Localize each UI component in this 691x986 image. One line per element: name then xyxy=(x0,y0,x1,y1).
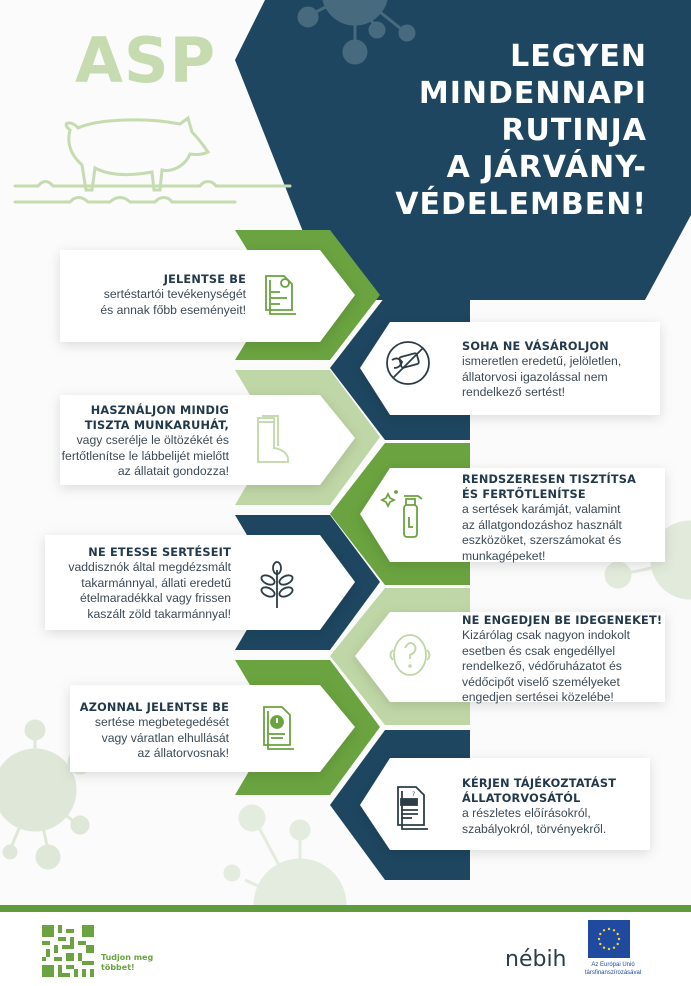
card-report-illness xyxy=(19,700,229,762)
pig-icon xyxy=(15,118,290,202)
card-body-line: rendelkező, védőruházatot és xyxy=(462,659,622,674)
card-body-line: kaszált zöld takarmánnyal! xyxy=(87,606,231,621)
card-body-line: vaddisznók által megdézsmált xyxy=(68,560,231,574)
title-line: VÉDELEMBEN! xyxy=(395,187,647,222)
card-ask-vet xyxy=(462,776,677,837)
caption-line: többet! xyxy=(101,963,135,972)
card-heading: JELENTSE BE xyxy=(163,273,246,286)
card-body-line: Kizárólag csak nagyon indokolt xyxy=(462,628,631,642)
nebih-logo xyxy=(505,947,567,972)
card-body-line: engedjen sertései közelébe! xyxy=(462,690,614,705)
footer-divider xyxy=(0,905,691,912)
card-body-line: állatorvosi igazolással nem xyxy=(462,369,608,384)
caption-line: társfinanszírozásával xyxy=(584,970,642,976)
card-body-line: sertése megbetegedését xyxy=(94,715,229,729)
card-body-line: rendelkező sertést! xyxy=(462,385,565,400)
title-line: LEGYEN xyxy=(510,39,647,74)
card-heading: NE ENGEDJEN BE IDEGENEKET! xyxy=(462,614,663,627)
card-body-line: ismeretlen eredetű, jelöletlen, xyxy=(462,354,622,368)
card-body-line: vagy cserélje le öltözékét és xyxy=(76,433,229,447)
card-never-buy xyxy=(462,339,672,401)
caption-line: Tudjon meg xyxy=(101,953,154,962)
card-body-line: eszközöket, szerszámokat és xyxy=(462,533,622,548)
card-body-line: ételmaradékkal vagy frissen xyxy=(79,591,231,606)
card-heading: TISZTA MUNKARUHÁT, xyxy=(84,419,229,432)
title-line: RUTINJA xyxy=(501,113,647,148)
card-body-line: védőcipőt viselő személyeket xyxy=(462,674,620,689)
eu-flag-icon xyxy=(588,920,630,958)
card-body-line: esetben és csak engedéllyel xyxy=(462,643,616,658)
eu-cofinancing-caption xyxy=(574,961,652,977)
card-clean-workwear xyxy=(0,403,229,480)
card-heading: KÉRJEN TÁJÉKOZTATÁST xyxy=(462,777,617,790)
card-heading: SOHA NE VÁSÁROLJON xyxy=(462,340,609,353)
card-no-strangers xyxy=(462,613,687,706)
card-body-line: takarmánnyal, állati eredetű xyxy=(81,575,231,590)
card-heading: NE ETESSE SERTÉSEIT xyxy=(88,546,231,559)
card-heading: ÉS FERTŐTLENÍTSE xyxy=(462,488,586,501)
title-line: MINDENNAPI xyxy=(418,76,647,111)
title-line: A JÁRVÁNY- xyxy=(446,150,647,185)
card-report-activity xyxy=(26,272,246,318)
card-body-line: szabályokról, törvényekről. xyxy=(462,821,607,836)
card-body-line: az állatait gondozza! xyxy=(117,464,229,479)
card-body-line: a részletes előírásokról, xyxy=(462,806,591,820)
learn-more-caption xyxy=(101,953,153,973)
card-heading: AZONNAL JELENTSE BE xyxy=(79,701,229,714)
card-body-line: munkagépeket! xyxy=(462,548,546,563)
asp-logo: ASP xyxy=(75,24,217,97)
card-clean-disinfect xyxy=(462,472,677,564)
card-body-line: fertőtlenítse le lábbelijét mielőtt xyxy=(61,448,229,463)
nebih-logo-text: nébih xyxy=(505,947,567,972)
card-body-line: vagy váratlan elhullását xyxy=(101,730,229,745)
page-title xyxy=(395,38,647,223)
card-body-line: az állatorvosnak! xyxy=(137,746,229,761)
card-heading: RENDSZERESEN TISZTÍTSA xyxy=(462,473,637,486)
card-heading: HASZNÁLJON MINDIG xyxy=(90,404,229,417)
qr-code-icon[interactable] xyxy=(42,925,94,977)
svg-text:?: ? xyxy=(412,791,416,798)
card-do-not-feed xyxy=(1,545,231,622)
caption-line: Az Európai Unió xyxy=(591,962,635,968)
card-body-line: és annak főbb eseményeit! xyxy=(100,302,246,317)
card-heading: ÁLLATORVOSÁTÓL xyxy=(462,792,581,805)
card-body-line: a sertések karámját, valamint xyxy=(462,502,621,516)
card-body-line: sertéstartói tevékenységét xyxy=(103,287,246,301)
card-body-line: az állatgondozáshoz használt xyxy=(462,517,622,532)
